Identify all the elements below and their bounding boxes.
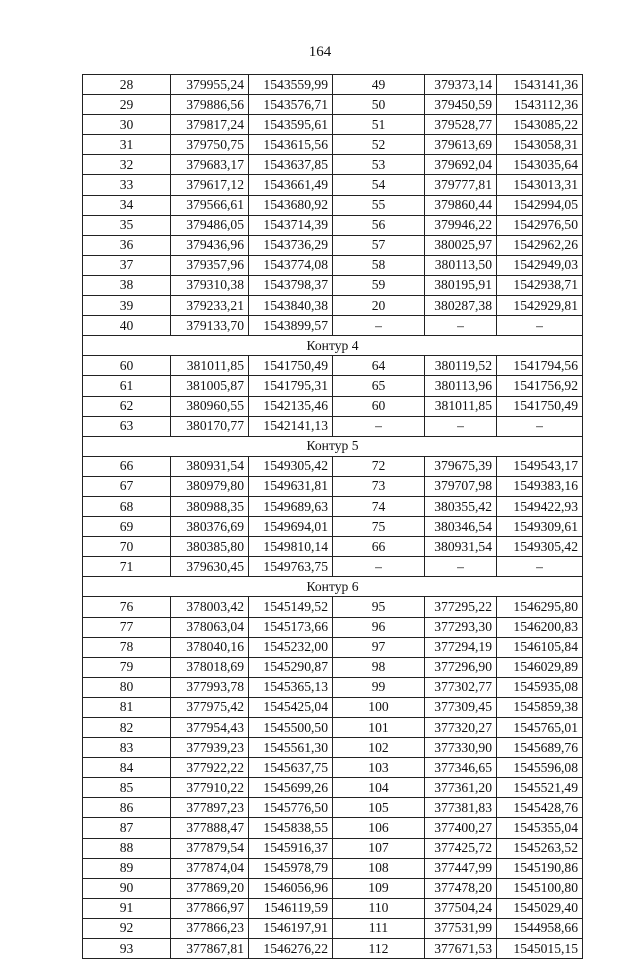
x-coordinate-cell: 380355,42: [425, 496, 497, 516]
table-row: [83, 476, 583, 496]
point-number-cell: 20: [333, 296, 425, 316]
y-coordinate-cell: 1545935,08: [497, 677, 583, 697]
point-number-cell: 78: [83, 637, 171, 657]
y-coordinate-cell: 1545978,79: [249, 858, 333, 878]
point-number-cell: 88: [83, 838, 171, 858]
point-number-cell: 91: [83, 898, 171, 918]
y-coordinate-cell: 1545015,15: [497, 939, 583, 959]
table-row: [83, 918, 583, 938]
point-number-cell: 59: [333, 275, 425, 295]
y-coordinate-cell: 1549694,01: [249, 517, 333, 537]
point-number-cell: 92: [83, 918, 171, 938]
point-number-cell: 31: [83, 135, 171, 155]
point-number-cell: 82: [83, 718, 171, 738]
y-coordinate-cell: 1546276,22: [249, 939, 333, 959]
point-number-cell: 51: [333, 115, 425, 135]
x-coordinate-cell: 377309,45: [425, 697, 497, 717]
x-coordinate-cell: 378018,69: [171, 657, 249, 677]
y-coordinate-cell: 1546197,91: [249, 918, 333, 938]
section-title: Контур 6: [83, 577, 583, 597]
point-number-cell: 30: [83, 115, 171, 135]
y-coordinate-cell: 1549305,42: [497, 537, 583, 557]
point-number-cell: 105: [333, 798, 425, 818]
table-row: [83, 496, 583, 516]
table-row: [83, 456, 583, 476]
point-number-cell: 77: [83, 617, 171, 637]
point-number-cell: 62: [83, 396, 171, 416]
point-number-cell: 106: [333, 818, 425, 838]
point-number-cell: 64: [333, 356, 425, 376]
y-coordinate-cell: 1545561,30: [249, 738, 333, 758]
y-coordinate-cell: 1542135,46: [249, 396, 333, 416]
table-row: [83, 818, 583, 838]
x-coordinate-cell: 379528,77: [425, 115, 497, 135]
section-header-row: [83, 336, 583, 356]
x-coordinate-cell: 379777,81: [425, 175, 497, 195]
x-coordinate-cell: 379692,04: [425, 155, 497, 175]
point-number-cell: 54: [333, 175, 425, 195]
y-coordinate-cell: 1545637,75: [249, 758, 333, 778]
point-number-cell: 73: [333, 476, 425, 496]
x-coordinate-cell: 381005,87: [171, 376, 249, 396]
table-row: [83, 255, 583, 275]
y-coordinate-cell: 1545355,04: [497, 818, 583, 838]
point-number-cell: 53: [333, 155, 425, 175]
x-coordinate-cell: 377867,81: [171, 939, 249, 959]
x-coordinate-cell: 379613,69: [425, 135, 497, 155]
y-coordinate-cell: 1543661,49: [249, 175, 333, 195]
table-row: [83, 939, 583, 959]
x-coordinate-cell: 377922,22: [171, 758, 249, 778]
y-coordinate-cell: 1549422,93: [497, 496, 583, 516]
x-coordinate-cell: 379946,22: [425, 215, 497, 235]
y-coordinate-cell: –: [497, 416, 583, 436]
x-coordinate-cell: 379436,96: [171, 235, 249, 255]
y-coordinate-cell: 1545190,86: [497, 858, 583, 878]
x-coordinate-cell: 380346,54: [425, 517, 497, 537]
y-coordinate-cell: 1546295,80: [497, 597, 583, 617]
x-coordinate-cell: 378003,42: [171, 597, 249, 617]
x-coordinate-cell: 380376,69: [171, 517, 249, 537]
y-coordinate-cell: 1549631,81: [249, 476, 333, 496]
x-coordinate-cell: 377400,27: [425, 818, 497, 838]
y-coordinate-cell: 1543680,92: [249, 195, 333, 215]
y-coordinate-cell: 1549309,61: [497, 517, 583, 537]
section-title: Контур 4: [83, 336, 583, 356]
point-number-cell: 97: [333, 637, 425, 657]
table-row: [83, 135, 583, 155]
x-coordinate-cell: 377531,99: [425, 918, 497, 938]
point-number-cell: 57: [333, 235, 425, 255]
y-coordinate-cell: 1545100,80: [497, 878, 583, 898]
x-coordinate-cell: 379486,05: [171, 215, 249, 235]
x-coordinate-cell: 377320,27: [425, 718, 497, 738]
y-coordinate-cell: 1543840,38: [249, 296, 333, 316]
y-coordinate-cell: 1543085,22: [497, 115, 583, 135]
x-coordinate-cell: 377910,22: [171, 778, 249, 798]
x-coordinate-cell: 377504,24: [425, 898, 497, 918]
x-coordinate-cell: –: [425, 316, 497, 336]
point-number-cell: 29: [83, 95, 171, 115]
table-row: [83, 235, 583, 255]
point-number-cell: 99: [333, 677, 425, 697]
point-number-cell: 74: [333, 496, 425, 516]
table-row: [83, 858, 583, 878]
y-coordinate-cell: –: [497, 557, 583, 577]
table-row: [83, 215, 583, 235]
x-coordinate-cell: 380931,54: [425, 537, 497, 557]
x-coordinate-cell: 377897,23: [171, 798, 249, 818]
point-number-cell: 39: [83, 296, 171, 316]
y-coordinate-cell: 1543559,99: [249, 75, 333, 95]
table-row: [83, 517, 583, 537]
x-coordinate-cell: 379133,70: [171, 316, 249, 336]
point-number-cell: 28: [83, 75, 171, 95]
y-coordinate-cell: 1545859,38: [497, 697, 583, 717]
y-coordinate-cell: 1542929,81: [497, 296, 583, 316]
x-coordinate-cell: 377381,83: [425, 798, 497, 818]
x-coordinate-cell: 379955,24: [171, 75, 249, 95]
point-number-cell: 32: [83, 155, 171, 175]
page-number: 164: [308, 44, 332, 60]
x-coordinate-cell: 379630,45: [171, 557, 249, 577]
y-coordinate-cell: 1546119,59: [249, 898, 333, 918]
x-coordinate-cell: 378040,16: [171, 637, 249, 657]
section-header-row: [83, 577, 583, 597]
x-coordinate-cell: 381011,85: [171, 356, 249, 376]
y-coordinate-cell: 1549543,17: [497, 456, 583, 476]
table-row: [83, 557, 583, 577]
table-row: [83, 617, 583, 637]
y-coordinate-cell: 1545365,13: [249, 677, 333, 697]
x-coordinate-cell: 380113,96: [425, 376, 497, 396]
y-coordinate-cell: 1545765,01: [497, 718, 583, 738]
x-coordinate-cell: 377888,47: [171, 818, 249, 838]
point-number-cell: 70: [83, 537, 171, 557]
point-number-cell: 72: [333, 456, 425, 476]
y-coordinate-cell: 1543637,85: [249, 155, 333, 175]
x-coordinate-cell: –: [425, 557, 497, 577]
x-coordinate-cell: 377478,20: [425, 878, 497, 898]
point-number-cell: 96: [333, 617, 425, 637]
table-row: [83, 798, 583, 818]
point-number-cell: 110: [333, 898, 425, 918]
x-coordinate-cell: 377346,65: [425, 758, 497, 778]
y-coordinate-cell: 1549383,16: [497, 476, 583, 496]
y-coordinate-cell: 1546105,84: [497, 637, 583, 657]
y-coordinate-cell: 1542938,71: [497, 275, 583, 295]
y-coordinate-cell: 1543615,56: [249, 135, 333, 155]
y-coordinate-cell: 1546029,89: [497, 657, 583, 677]
y-coordinate-cell: 1545838,55: [249, 818, 333, 838]
x-coordinate-cell: 380287,38: [425, 296, 497, 316]
x-coordinate-cell: 377869,20: [171, 878, 249, 898]
point-number-cell: 103: [333, 758, 425, 778]
point-number-cell: 104: [333, 778, 425, 798]
point-number-cell: 52: [333, 135, 425, 155]
x-coordinate-cell: 380979,80: [171, 476, 249, 496]
table-row: [83, 537, 583, 557]
point-number-cell: 98: [333, 657, 425, 677]
point-number-cell: 84: [83, 758, 171, 778]
point-number-cell: 40: [83, 316, 171, 336]
point-number-cell: 93: [83, 939, 171, 959]
x-coordinate-cell: 377879,54: [171, 838, 249, 858]
x-coordinate-cell: 377866,23: [171, 918, 249, 938]
x-coordinate-cell: 377874,04: [171, 858, 249, 878]
point-number-cell: 38: [83, 275, 171, 295]
x-coordinate-cell: 381011,85: [425, 396, 497, 416]
table-row: [83, 637, 583, 657]
x-coordinate-cell: 377302,77: [425, 677, 497, 697]
x-coordinate-cell: 379566,61: [171, 195, 249, 215]
x-coordinate-cell: 379310,38: [171, 275, 249, 295]
point-number-cell: 68: [83, 496, 171, 516]
y-coordinate-cell: 1543141,36: [497, 75, 583, 95]
coordinates-table-body: [83, 75, 583, 959]
point-number-cell: 95: [333, 597, 425, 617]
point-number-cell: 60: [333, 396, 425, 416]
table-row: [83, 416, 583, 436]
x-coordinate-cell: 377296,90: [425, 657, 497, 677]
y-coordinate-cell: 1545500,50: [249, 718, 333, 738]
table-row: [83, 115, 583, 135]
point-number-cell: 85: [83, 778, 171, 798]
point-number-cell: 60: [83, 356, 171, 376]
point-number-cell: 86: [83, 798, 171, 818]
x-coordinate-cell: 379683,17: [171, 155, 249, 175]
x-coordinate-cell: 379750,75: [171, 135, 249, 155]
point-number-cell: 34: [83, 195, 171, 215]
x-coordinate-cell: 380119,52: [425, 356, 497, 376]
x-coordinate-cell: 378063,04: [171, 617, 249, 637]
y-coordinate-cell: 1545290,87: [249, 657, 333, 677]
x-coordinate-cell: –: [425, 416, 497, 436]
point-number-cell: 36: [83, 235, 171, 255]
y-coordinate-cell: 1545029,40: [497, 898, 583, 918]
point-number-cell: 89: [83, 858, 171, 878]
x-coordinate-cell: 377975,42: [171, 697, 249, 717]
y-coordinate-cell: 1545521,49: [497, 778, 583, 798]
table-row: [83, 296, 583, 316]
point-number-cell: 69: [83, 517, 171, 537]
y-coordinate-cell: 1543058,31: [497, 135, 583, 155]
point-number-cell: 76: [83, 597, 171, 617]
y-coordinate-cell: 1546200,83: [497, 617, 583, 637]
x-coordinate-cell: 377954,43: [171, 718, 249, 738]
point-number-cell: 61: [83, 376, 171, 396]
point-number-cell: 100: [333, 697, 425, 717]
section-title: Контур 5: [83, 436, 583, 456]
y-coordinate-cell: 1543035,64: [497, 155, 583, 175]
point-number-cell: 37: [83, 255, 171, 275]
y-coordinate-cell: 1542962,26: [497, 235, 583, 255]
y-coordinate-cell: 1541794,56: [497, 356, 583, 376]
y-coordinate-cell: 1543736,29: [249, 235, 333, 255]
table-row: [83, 396, 583, 416]
x-coordinate-cell: 380960,55: [171, 396, 249, 416]
x-coordinate-cell: 379617,12: [171, 175, 249, 195]
x-coordinate-cell: 377293,30: [425, 617, 497, 637]
y-coordinate-cell: 1545776,50: [249, 798, 333, 818]
point-number-cell: 83: [83, 738, 171, 758]
table-row: [83, 95, 583, 115]
x-coordinate-cell: 377295,22: [425, 597, 497, 617]
point-number-cell: 102: [333, 738, 425, 758]
x-coordinate-cell: 379860,44: [425, 195, 497, 215]
x-coordinate-cell: 380931,54: [171, 456, 249, 476]
table-row: [83, 175, 583, 195]
x-coordinate-cell: 380170,77: [171, 416, 249, 436]
x-coordinate-cell: 379886,56: [171, 95, 249, 115]
point-number-cell: 63: [83, 416, 171, 436]
y-coordinate-cell: 1543013,31: [497, 175, 583, 195]
table-row: [83, 898, 583, 918]
point-number-cell: 67: [83, 476, 171, 496]
x-coordinate-cell: 377939,23: [171, 738, 249, 758]
table-row: [83, 356, 583, 376]
x-coordinate-cell: 377866,97: [171, 898, 249, 918]
x-coordinate-cell: 379450,59: [425, 95, 497, 115]
point-number-cell: 50: [333, 95, 425, 115]
point-number-cell: 66: [83, 456, 171, 476]
point-number-cell: 49: [333, 75, 425, 95]
y-coordinate-cell: 1545425,04: [249, 697, 333, 717]
table-row: [83, 778, 583, 798]
section-header-row: [83, 436, 583, 456]
coordinates-table: [82, 74, 583, 959]
table-row: [83, 275, 583, 295]
y-coordinate-cell: 1543899,57: [249, 316, 333, 336]
x-coordinate-cell: 379373,14: [425, 75, 497, 95]
y-coordinate-cell: 1545689,76: [497, 738, 583, 758]
y-coordinate-cell: 1549763,75: [249, 557, 333, 577]
point-number-cell: 65: [333, 376, 425, 396]
y-coordinate-cell: 1545173,66: [249, 617, 333, 637]
point-number-cell: 107: [333, 838, 425, 858]
y-coordinate-cell: –: [497, 316, 583, 336]
point-number-cell: 87: [83, 818, 171, 838]
table-row: [83, 758, 583, 778]
y-coordinate-cell: 1545149,52: [249, 597, 333, 617]
y-coordinate-cell: 1545699,26: [249, 778, 333, 798]
point-number-cell: 33: [83, 175, 171, 195]
point-number-cell: 66: [333, 537, 425, 557]
x-coordinate-cell: 379357,96: [171, 255, 249, 275]
point-number-cell: 58: [333, 255, 425, 275]
point-number-cell: –: [333, 416, 425, 436]
y-coordinate-cell: 1545428,76: [497, 798, 583, 818]
y-coordinate-cell: 1545596,08: [497, 758, 583, 778]
x-coordinate-cell: 377361,20: [425, 778, 497, 798]
point-number-cell: 55: [333, 195, 425, 215]
x-coordinate-cell: 379817,24: [171, 115, 249, 135]
point-number-cell: 112: [333, 939, 425, 959]
y-coordinate-cell: 1549305,42: [249, 456, 333, 476]
point-number-cell: 101: [333, 718, 425, 738]
table-row: [83, 376, 583, 396]
x-coordinate-cell: 377671,53: [425, 939, 497, 959]
point-number-cell: –: [333, 557, 425, 577]
point-number-cell: 108: [333, 858, 425, 878]
y-coordinate-cell: 1543595,61: [249, 115, 333, 135]
y-coordinate-cell: 1543576,71: [249, 95, 333, 115]
y-coordinate-cell: 1545232,00: [249, 637, 333, 657]
y-coordinate-cell: 1543112,36: [497, 95, 583, 115]
point-number-cell: –: [333, 316, 425, 336]
table-row: [83, 657, 583, 677]
x-coordinate-cell: 379233,21: [171, 296, 249, 316]
x-coordinate-cell: 380025,97: [425, 235, 497, 255]
y-coordinate-cell: 1542976,50: [497, 215, 583, 235]
y-coordinate-cell: 1549689,63: [249, 496, 333, 516]
x-coordinate-cell: 377294,19: [425, 637, 497, 657]
x-coordinate-cell: 377447,99: [425, 858, 497, 878]
y-coordinate-cell: 1543798,37: [249, 275, 333, 295]
x-coordinate-cell: 379675,39: [425, 456, 497, 476]
x-coordinate-cell: 377330,90: [425, 738, 497, 758]
point-number-cell: 81: [83, 697, 171, 717]
point-number-cell: 35: [83, 215, 171, 235]
y-coordinate-cell: 1541750,49: [497, 396, 583, 416]
y-coordinate-cell: 1541795,31: [249, 376, 333, 396]
point-number-cell: 71: [83, 557, 171, 577]
y-coordinate-cell: 1541756,92: [497, 376, 583, 396]
point-number-cell: 75: [333, 517, 425, 537]
table-row: [83, 738, 583, 758]
table-row: [83, 677, 583, 697]
y-coordinate-cell: 1542949,03: [497, 255, 583, 275]
y-coordinate-cell: 1544958,66: [497, 918, 583, 938]
point-number-cell: 90: [83, 878, 171, 898]
x-coordinate-cell: 380113,50: [425, 255, 497, 275]
y-coordinate-cell: 1545263,52: [497, 838, 583, 858]
table-row: [83, 697, 583, 717]
y-coordinate-cell: 1546056,96: [249, 878, 333, 898]
y-coordinate-cell: 1541750,49: [249, 356, 333, 376]
x-coordinate-cell: 380988,35: [171, 496, 249, 516]
y-coordinate-cell: 1543714,39: [249, 215, 333, 235]
point-number-cell: 80: [83, 677, 171, 697]
y-coordinate-cell: 1542994,05: [497, 195, 583, 215]
table-row: [83, 597, 583, 617]
x-coordinate-cell: 379707,98: [425, 476, 497, 496]
x-coordinate-cell: 380385,80: [171, 537, 249, 557]
table-row: [83, 75, 583, 95]
x-coordinate-cell: 380195,91: [425, 275, 497, 295]
y-coordinate-cell: 1545916,37: [249, 838, 333, 858]
y-coordinate-cell: 1549810,14: [249, 537, 333, 557]
table-row: [83, 155, 583, 175]
point-number-cell: 56: [333, 215, 425, 235]
y-coordinate-cell: 1542141,13: [249, 416, 333, 436]
x-coordinate-cell: 377993,78: [171, 677, 249, 697]
table-row: [83, 878, 583, 898]
table-row: [83, 838, 583, 858]
table-row: [83, 718, 583, 738]
point-number-cell: 79: [83, 657, 171, 677]
table-row: [83, 316, 583, 336]
y-coordinate-cell: 1543774,08: [249, 255, 333, 275]
point-number-cell: 111: [333, 918, 425, 938]
table-row: [83, 195, 583, 215]
x-coordinate-cell: 377425,72: [425, 838, 497, 858]
point-number-cell: 109: [333, 878, 425, 898]
